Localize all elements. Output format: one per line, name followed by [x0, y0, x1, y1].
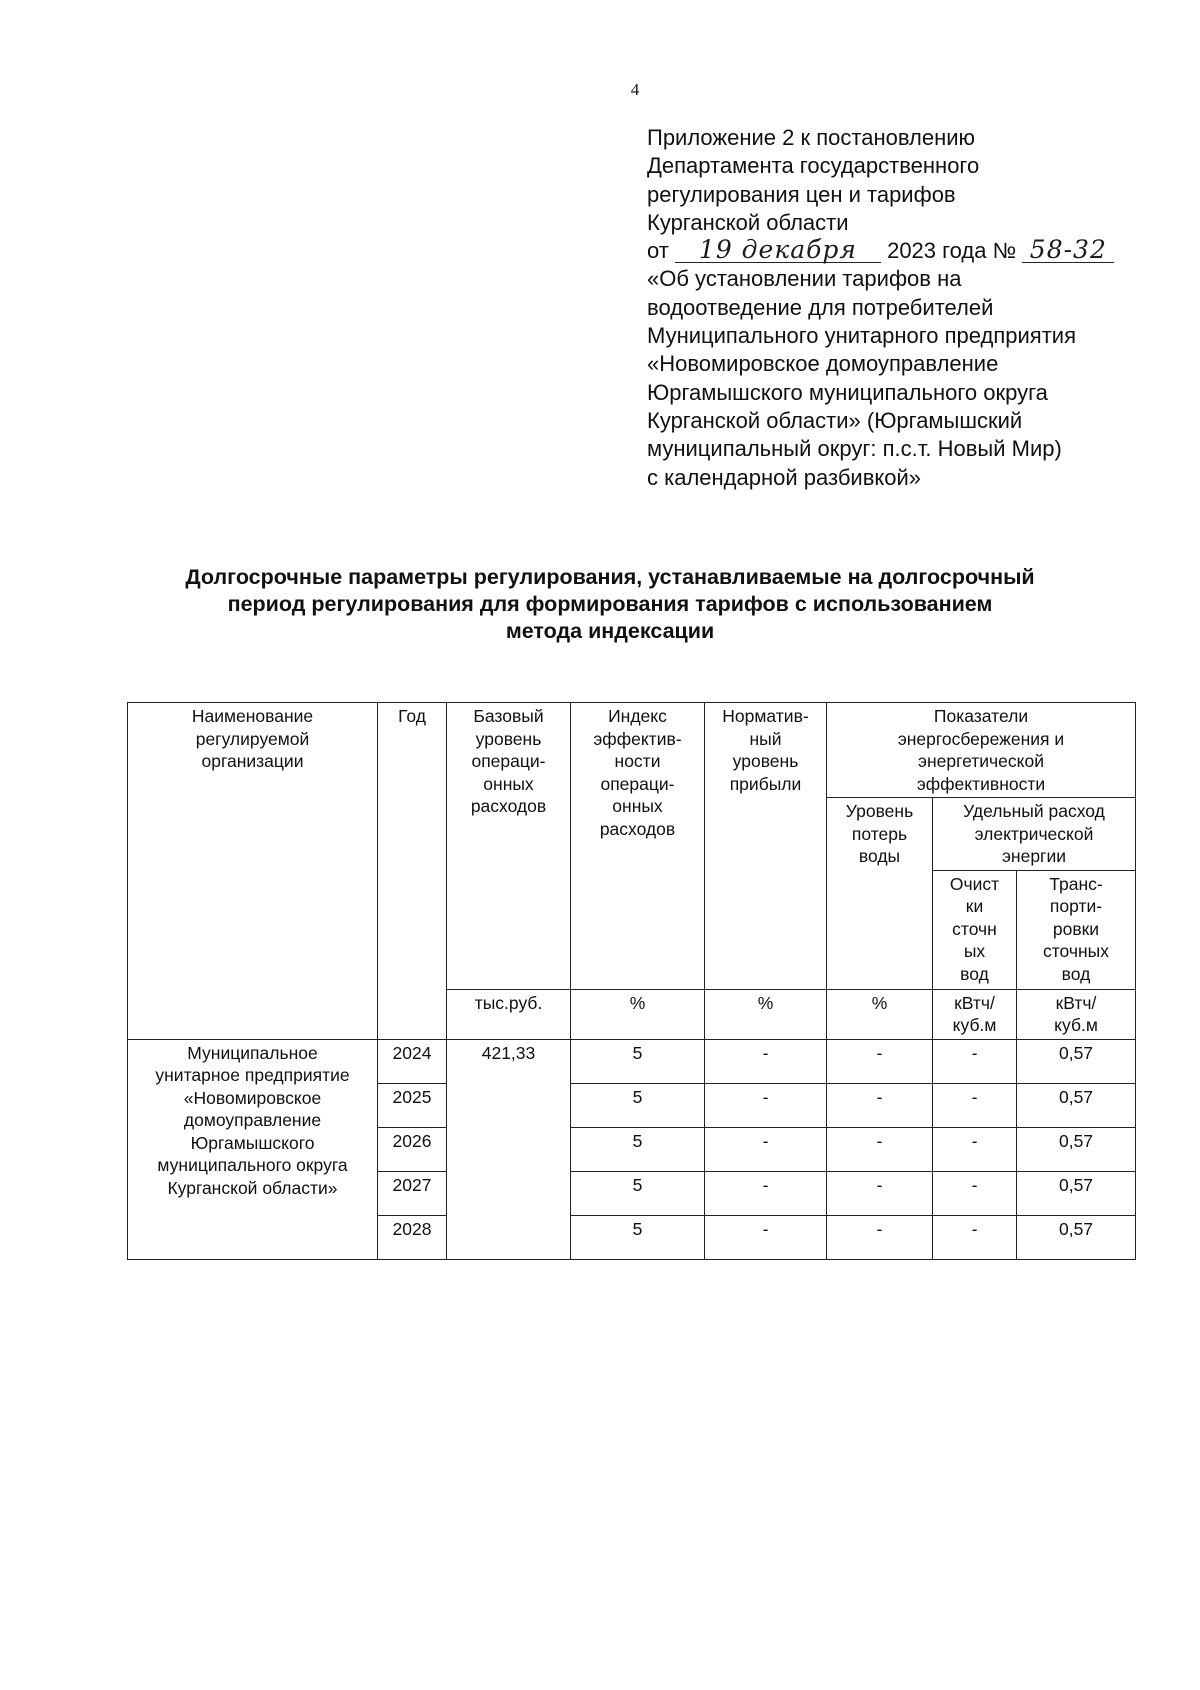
header-water-loss: Уровень потерь воды — [827, 798, 933, 990]
header-energy-indicators: Показатели энергосбережения и энергетической эффективности — [827, 703, 1136, 798]
appendix-line: Департамента государственного — [647, 153, 980, 179]
subject-line: «Новомировское домоуправление — [647, 351, 999, 377]
cell-loss: - — [827, 1039, 933, 1083]
date-year: 2023 года № — [887, 238, 1017, 264]
subject-line: Юргамышского муниципального округа — [647, 379, 1048, 405]
document-title — [130, 564, 1090, 645]
cell-profit: - — [705, 1039, 827, 1083]
title-line: период регулирования для формирования тарифов с использованием — [227, 592, 993, 616]
appendix-block — [647, 124, 1167, 492]
cell-year: 2026 — [378, 1127, 447, 1171]
cell-index: 5 — [571, 1039, 705, 1083]
cell-index: 5 — [571, 1215, 705, 1259]
cell-index: 5 — [571, 1171, 705, 1215]
cell-transport: 0,57 — [1017, 1039, 1136, 1083]
title-line: метода индексации — [505, 619, 715, 643]
subject-line: с календарной разбивкой» — [647, 464, 922, 490]
header-profit-level: Норматив- ный уровень прибыли — [705, 703, 827, 990]
cell-treat: - — [933, 1127, 1017, 1171]
cell-treat: - — [933, 1039, 1017, 1083]
cell-profit: - — [705, 1215, 827, 1259]
cell-transport: 0,57 — [1017, 1215, 1136, 1259]
cell-profit: - — [705, 1171, 827, 1215]
cell-treat: - — [933, 1215, 1017, 1259]
cell-transport: 0,57 — [1017, 1083, 1136, 1127]
unit-base: тыс.руб. — [447, 989, 571, 1039]
subject-line: муниципальный округ: п.с.т. Новый Мир) — [647, 436, 1062, 462]
subject-line: Курганской области» (Юргамышский — [647, 407, 1023, 433]
cell-loss: - — [827, 1215, 933, 1259]
header-year: Год — [378, 703, 447, 1040]
unit-treat: кВтч/ куб.м — [933, 989, 1017, 1039]
cell-profit: - — [705, 1083, 827, 1127]
header-base-costs: Базовый уровень операци- онных расходов — [447, 703, 571, 990]
unit-index: % — [571, 989, 705, 1039]
subject-line: Муниципального унитарного предприятия — [647, 323, 1076, 349]
unit-transport: кВтч/ куб.м — [1017, 989, 1136, 1039]
page-number: 4 — [630, 80, 640, 99]
cell-base-value: 421,33 — [447, 1039, 571, 1259]
appendix-line: Курганской области — [647, 209, 849, 235]
appendix-line: Приложение 2 к постановлению — [647, 125, 976, 150]
cell-year: 2028 — [378, 1215, 447, 1259]
table-row — [128, 1039, 1136, 1083]
unit-loss: % — [827, 989, 933, 1039]
cell-transport: 0,57 — [1017, 1127, 1136, 1171]
organization-name: Муниципальное унитарное предприятие «Новомировское домоуправление Юргамышского муниципального округа Курганской области» — [128, 1039, 378, 1259]
appendix-line: регулирования цен и тарифов — [647, 181, 956, 207]
header-efficiency-index: Индекс эффектив- ности операци- онных расходов — [571, 703, 705, 990]
cell-profit: - — [705, 1127, 827, 1171]
title-line: Долгосрочные параметры регулирования, устанавливаемые на долгосрочный — [185, 565, 1035, 589]
header-row — [128, 703, 1136, 798]
date-prefix: от — [647, 238, 669, 264]
subject-line: водоотведение для потребителей — [647, 294, 994, 320]
cell-transport: 0,57 — [1017, 1171, 1136, 1215]
cell-index: 5 — [571, 1083, 705, 1127]
cell-loss: - — [827, 1083, 933, 1127]
cell-loss: - — [827, 1171, 933, 1215]
handwritten-number: 58-32 — [1022, 238, 1114, 263]
subject-line: «Об установлении тарифов на — [647, 266, 962, 292]
header-org: Наименование регулируемой организации — [128, 703, 378, 1040]
cell-loss: - — [827, 1127, 933, 1171]
handwritten-date: 19 декабря — [675, 238, 881, 263]
unit-profit: % — [705, 989, 827, 1039]
cell-year: 2024 — [378, 1039, 447, 1083]
cell-year: 2027 — [378, 1171, 447, 1215]
cell-treat: - — [933, 1083, 1017, 1127]
header-wastewater-treatment: Очист ки сточн ых вод — [933, 870, 1017, 989]
decree-date-line — [647, 237, 1167, 265]
parameters-table — [127, 702, 1136, 1260]
header-specific-consumption: Удельный расход электрической энергии — [933, 798, 1136, 871]
cell-index: 5 — [571, 1127, 705, 1171]
cell-treat: - — [933, 1171, 1017, 1215]
cell-year: 2025 — [378, 1083, 447, 1127]
header-wastewater-transport: Транс- порти- ровки сточных вод — [1017, 870, 1136, 989]
